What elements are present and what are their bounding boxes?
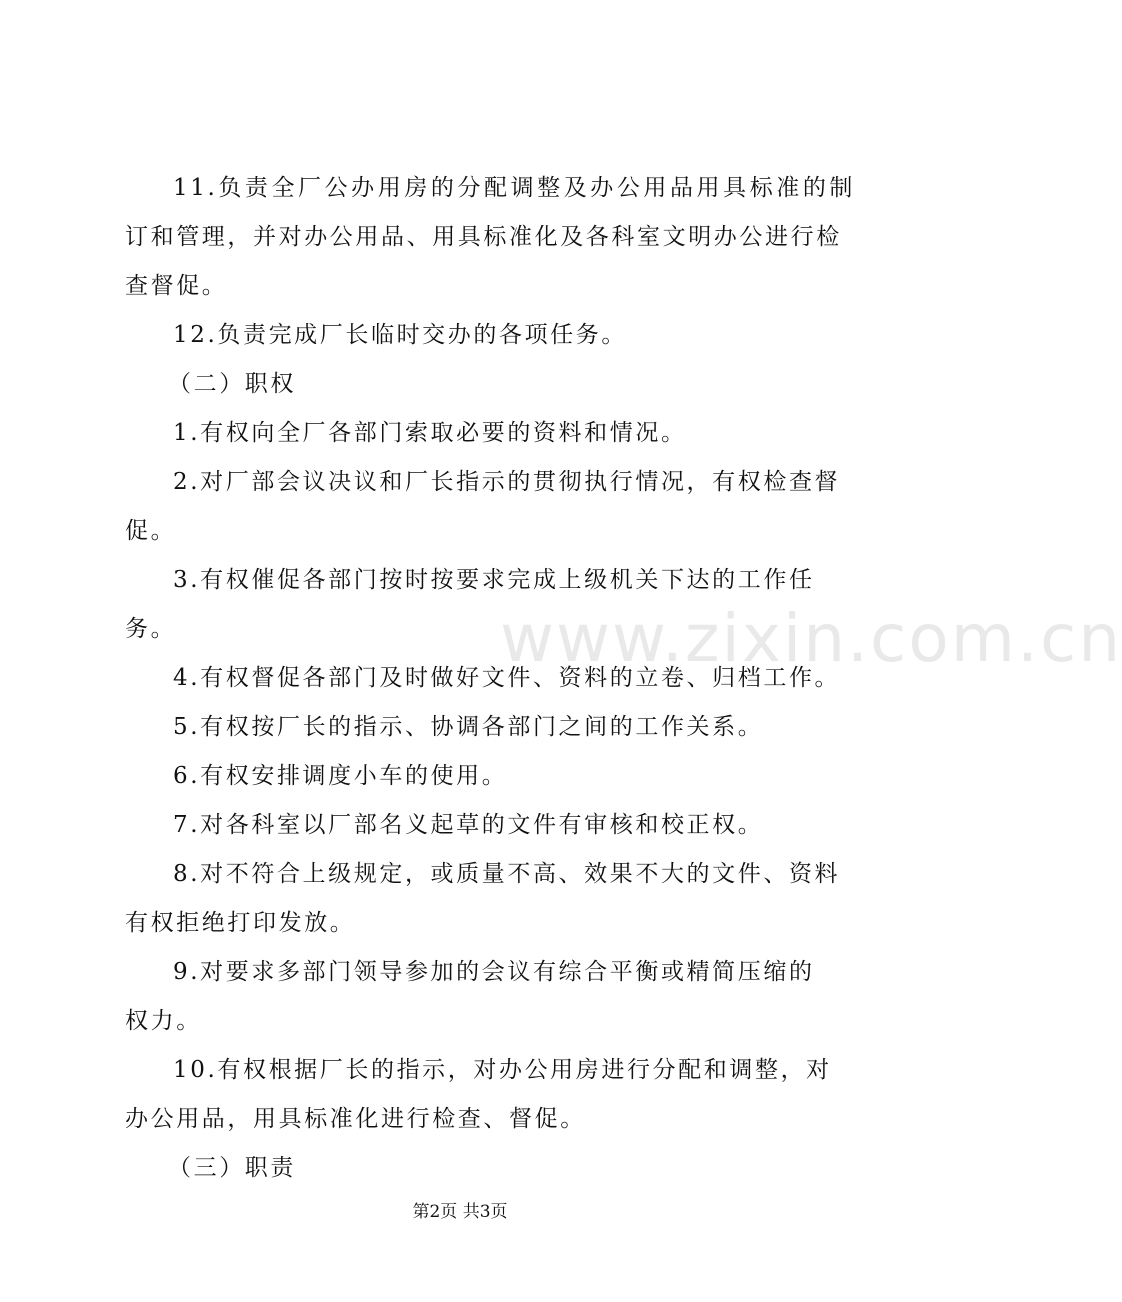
section-heading-duties: （三）职责 [168,1155,296,1181]
watermark: www.zixin.com.cn [500,600,1122,677]
power-10-line-1: 10.有权根据厂长的指示，对办公用房进行分配和调整，对 [173,1057,832,1083]
power-7: 7.对各科室以厂部名义起草的文件有审核和校正权。 [173,812,764,838]
section-heading-powers: （二）职权 [168,371,296,397]
power-8-line-1: 8.对不符合上级规定，或质量不高、效果不大的文件、资料 [173,861,841,887]
paragraph-11-line-3: 查督促。 [125,273,228,299]
power-3-line-2: 务。 [125,616,177,642]
power-4: 4.有权督促各部门及时做好文件、资料的立卷、归档工作。 [173,665,841,691]
power-9-line-1: 9.对要求多部门领导参加的会议有综合平衡或精简压缩的 [173,959,815,985]
power-9-line-2: 权力。 [125,1008,202,1034]
power-10-line-2: 办公用品，用具标准化进行检查、督促。 [125,1106,586,1132]
power-2-line-2: 促。 [125,518,177,544]
power-5: 5.有权按厂长的指示、协调各部门之间的工作关系。 [173,714,764,740]
paragraph-12: 12.负责完成厂长临时交办的各项任务。 [173,322,627,348]
paragraph-11-line-1: 11.负责全厂公办用房的分配调整及办公用品用具标准的制 [173,175,855,201]
power-3-line-1: 3.有权催促各部门按时按要求完成上级机关下达的工作任 [173,567,815,593]
paragraph-11-line-2: 订和管理，并对办公用品、用具标准化及各科室文明办公进行检 [125,224,842,250]
power-8-line-2: 有权拒绝打印发放。 [125,910,356,936]
power-6: 6.有权安排调度小车的使用。 [173,763,508,789]
power-1: 1.有权向全厂各部门索取必要的资料和情况。 [173,420,687,446]
power-2-line-1: 2.对厂部会议决议和厂长指示的贯彻执行情况，有权检查督 [173,469,841,495]
page-footer: 第2页 共3页 [412,1202,508,1222]
